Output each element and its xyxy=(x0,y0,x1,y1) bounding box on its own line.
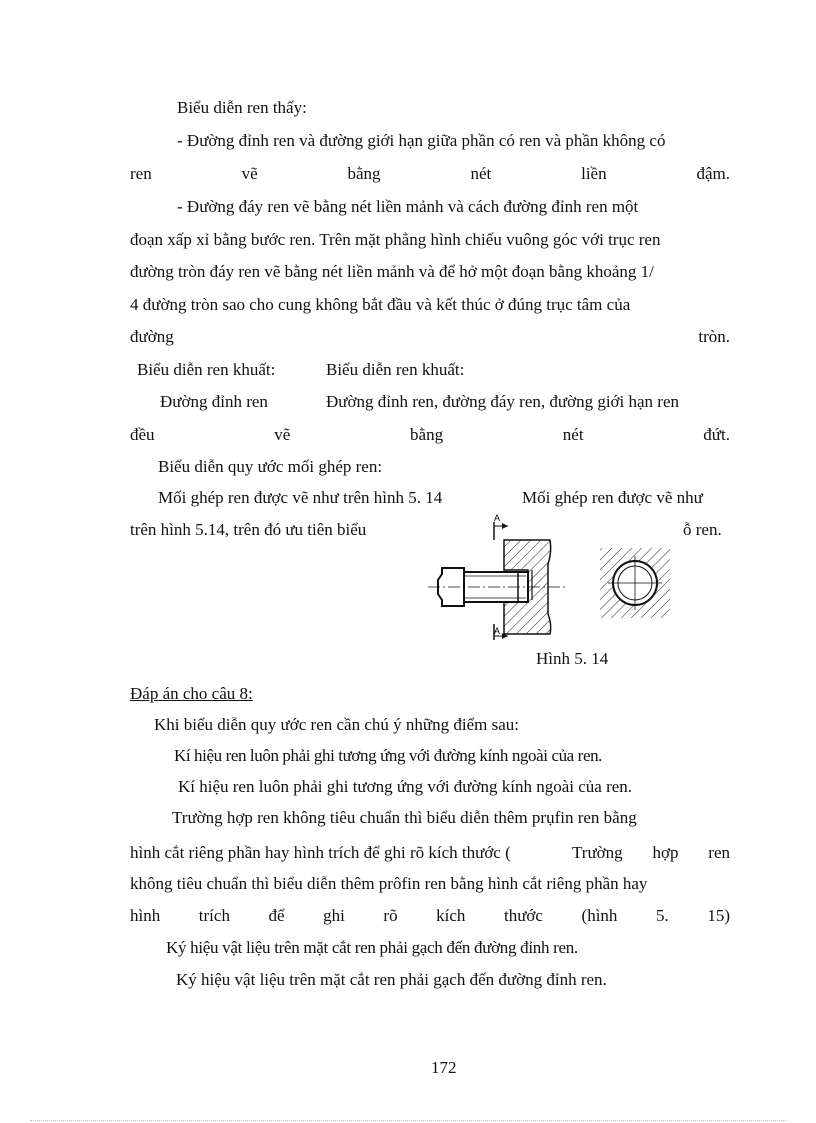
text-line: Biểu diễn ren khuất: xyxy=(137,360,276,379)
word: hình xyxy=(130,906,161,925)
word: tròn. xyxy=(698,327,730,346)
figure-caption: Hình 5. 14 xyxy=(536,649,609,668)
text-line: Ký hiệu vật liệu trên mặt cắt ren phải gạch đến đường đỉnh ren. xyxy=(166,938,578,957)
text-line: Kí hiệu ren luôn phải ghi tương ứng với đường kính ngoài của ren. xyxy=(174,746,603,765)
section-label-bottom: A xyxy=(494,626,501,636)
thread-joint-figure xyxy=(420,512,690,652)
section-marker-top xyxy=(494,513,508,540)
justified-line xyxy=(130,424,730,446)
text-line: đoạn xấp xỉ bằng bước ren. Trên mặt phẳng hình chiếu vuông góc với trục ren xyxy=(130,230,661,249)
word: 15) xyxy=(707,906,730,925)
word: kích xyxy=(436,906,466,925)
justified-line xyxy=(130,326,730,348)
word: đường xyxy=(130,327,174,346)
word: nét xyxy=(470,164,492,183)
word: đứt. xyxy=(703,425,730,444)
text-line: Trường hợp ren không tiêu chuẩn thì biểu diễn thêm prụfin ren bằng xyxy=(172,808,637,827)
text-line: Khi biểu diễn quy ước ren cần chú ý những điểm sau: xyxy=(154,715,519,734)
word: ghi xyxy=(323,906,345,925)
text-line: Biểu diễn quy ước mối ghép ren: xyxy=(158,457,383,476)
text-line: Mối ghép ren được vẽ như trên hình 5. 14 xyxy=(158,488,443,507)
word: để xyxy=(268,906,285,925)
word: nét xyxy=(562,425,584,444)
text-line: Đường đỉnh ren xyxy=(160,392,268,411)
text-line: trên hình 5.14, trên đó ưu tiên biểu xyxy=(130,520,367,539)
answer-heading: Đáp án cho câu 8: xyxy=(130,684,253,703)
word: (hình xyxy=(581,906,618,925)
word: vẽ xyxy=(274,425,291,444)
text-line: Mối ghép ren được vẽ như xyxy=(522,488,703,507)
word: hợp xyxy=(652,843,679,862)
text-line: - Đường đỉnh ren và đường giới hạn giữa phần có ren và phần không có xyxy=(177,131,666,150)
word: rõ xyxy=(383,906,398,925)
footer-rule xyxy=(30,1120,786,1121)
word: Trường xyxy=(572,843,623,862)
word: thước xyxy=(504,906,543,925)
text-line: ỗ ren. xyxy=(683,520,722,539)
word: liền xyxy=(581,164,607,183)
text-line: hình cắt riêng phần hay hình trích để ghi rõ kích thước ( xyxy=(130,843,511,862)
justified-line xyxy=(130,905,730,927)
text-line: Ký hiệu vật liệu trên mặt cắt ren phải gạch đến đường đỉnh ren. xyxy=(176,970,607,989)
text-line: 4 đường tròn sao cho cung không bắt đầu và kết thúc ở đúng trục tâm của xyxy=(130,295,631,314)
word: vẽ xyxy=(241,164,258,183)
word: bằng xyxy=(410,425,444,444)
text-line: - Đường đáy ren vẽ bằng nét liền mảnh và cách đường đỉnh ren một xyxy=(177,197,639,216)
word: bằng xyxy=(347,164,381,183)
justified-line xyxy=(130,163,730,185)
justified-line xyxy=(572,842,730,864)
page-number: 172 xyxy=(431,1058,457,1077)
text-line: Biểu diễn ren thấy: xyxy=(177,98,307,117)
section-view xyxy=(600,548,670,618)
word: đậm. xyxy=(696,164,730,183)
word: ren xyxy=(708,843,730,862)
word: trích xyxy=(198,906,230,925)
word: 5. xyxy=(656,906,669,925)
section-label-top: A xyxy=(494,513,501,523)
word: ren xyxy=(130,164,152,183)
word: đều xyxy=(130,425,155,444)
text-line: Kí hiệu ren luôn phải ghi tương ứng với đường kính ngoài của ren. xyxy=(178,777,633,796)
text-line: không tiêu chuẩn thì biểu diễn thêm prôfin ren bằng hình cắt riêng phần hay xyxy=(130,874,648,893)
text-line: Biểu diễn ren khuất: xyxy=(326,360,465,379)
text-line: Đường đỉnh ren, đường đáy ren, đường giới hạn ren xyxy=(326,392,680,411)
text-line: đường tròn đáy ren vẽ bằng nét liền mảnh và để hở một đoạn bằng khoảng 1/ xyxy=(130,262,654,281)
